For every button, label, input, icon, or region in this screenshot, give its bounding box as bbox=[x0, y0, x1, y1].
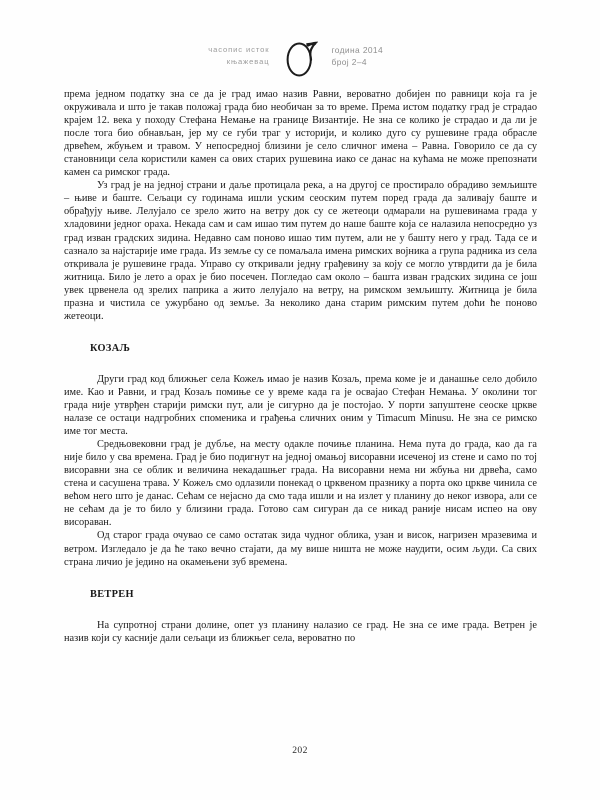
spacer-before-kozalj-heading bbox=[64, 323, 537, 342]
journal-monogram-icon bbox=[284, 34, 318, 78]
issue-number: број 2–4 bbox=[331, 57, 367, 67]
journal-name: часопис исток bbox=[208, 44, 270, 54]
issue-info-block bbox=[318, 44, 454, 69]
spacer-after-kozalj-heading bbox=[64, 355, 537, 373]
journal-title-block bbox=[148, 44, 284, 69]
paragraph-kozalj-intro: Други град код ближњег села Кожељ имао је назив Козаљ, према коме је и данашње село добило име. Као и Равни, и град Козаљ помиње се у време када га је освајао Стефан Немања. У околини тог града није утврђен старији римски пут, али је сигурно да је постојао. У порти запуштене сеоске цркве налазе се остаци надгробних споменика и грађења сличних оним у Timacum Minusu. Не зна се римско име тог места. bbox=[64, 373, 537, 438]
paragraph-kozalj-medieval: Средњовековни град је дубље, на месту одакле почиње планина. Нема пута до града, као да га није било у сва времена. Град је био подигнут на једној омањој висоравни исеченој из стене и само по тој висоравни зна се облик и величина некадашњег града. На висоравни нема ни жбуња ни дрвећа, само стена и сасушена трава. У Кожељ смо одлазили понекад о црквеном празнику а порта око цркве чинила се већом него што је данас. Сећам се нејасно да смо тада ишли и на излет у планину до неког извора, али се не сећам да је то било у близини града. Готово сам сигуран да се никад раније нисам испео на ову висораван. bbox=[64, 439, 537, 529]
paragraph-ravni-continued: према једном податку зна се да је град имао назив Равни, вероватно добијен по равници која га је окруживала и што је такав положај града био необичан за то време. Према истом податку град је страдао крајем 12. века у походу Стефана Немање на границе Византије. Не зна се колико је страдао и да ли је после тога био обнављан, јер му се губи траг у историји, и колико дуго су рушевине града обрасле дрвећем, жбуњем и травом. У непосредној близини је село сличног имена – Равна. Говорило се да су становници села користили камен са ових старих рушевина иако се данас на кућама не може препознати камен са римског града. bbox=[64, 89, 537, 179]
body-text-column bbox=[64, 88, 537, 645]
spacer-after-vetren-heading bbox=[64, 601, 537, 619]
running-header bbox=[64, 33, 537, 79]
issue-year: година 2014 bbox=[331, 44, 384, 55]
page-number: 202 bbox=[292, 745, 308, 756]
paragraph-vetren-intro: На супротној страни долине, опет уз планину налазио се град. Не зна се име града. Ветрен је назив који су касније дали сељаци из ближњег села, вероватно по bbox=[64, 619, 537, 644]
section-heading-vetren: ВЕТРЕН bbox=[90, 588, 134, 600]
section-heading-kozalj: КОЗАЉ bbox=[90, 342, 131, 354]
spacer-before-vetren-heading bbox=[64, 569, 537, 588]
journal-city: књажевац bbox=[226, 57, 270, 66]
paragraph-ravni-fields: Уз град је на једној страни и даље протицала река, а на другој се простирало обрадиво земљиште – њиве и баште. Сељаци су годинама ишли уским сеоским путем поред града да заливају баште и обрађују њиве. Лелујало се зрело жито на ветру док су се жетеоци одмарали на рушевинама града у хладовини једног ораха. Некада сам и сам ишао тим путем до наше баште која се налазила непосредно уз град изван градских зидина. Недавно сам поново ишао тим путем, али не у башту него у град. Тада се и сазнало за најстарије име града. Из земље су се помаљала имена римских војника а група радника из села откривала је рушевине града. Управо су откривали једну грађевину за коју се могло утврдити да је била житница. Било је лето а орах је био посечен. Погледао сам около – башта изван градских зидина се још увек црвенела од зрелих паприка а жито лелујало на ветру, на римском земљишту. Житница је била празна и чистила се ужурбано од земље. За неколико дана старим римским путем доћи ће поново жетеоци. bbox=[64, 180, 537, 322]
paragraph-kozalj-wall: Од старог града очувао се само остатак зида чудног облика, узан и висок, нагризен мразевима и ветром. Изгледало је да ће тако вечно стајати, да му више ништа не може наудити, осим људи. Са свих страна личио је једино на окамењени зуб времена. bbox=[64, 530, 537, 568]
